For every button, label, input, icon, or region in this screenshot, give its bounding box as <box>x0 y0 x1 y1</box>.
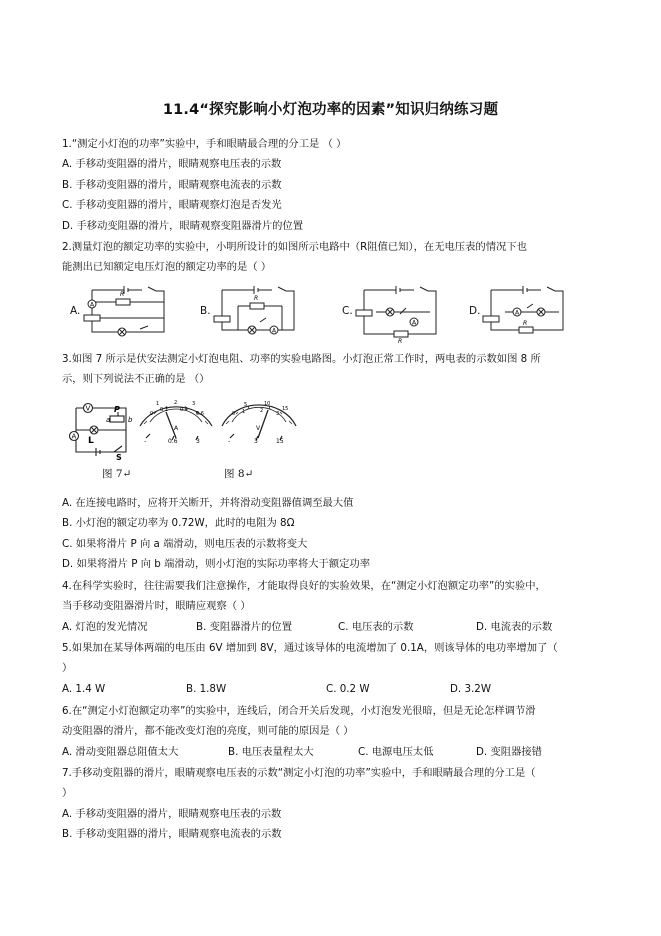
q2-label-d: D. <box>469 305 481 317</box>
voltmeter-terminal-3: 3 <box>254 438 258 444</box>
q6-stem-line2: 动变阻器的滑片，都不能改变灯泡的亮度，则可能的原因是（ ） <box>62 725 354 737</box>
ammeter-unit: A <box>174 425 179 432</box>
q3-option-d: D. 如果将滑片 P 向 b 端滑动，则小灯泡的实际功率将大于额定功率 <box>62 558 371 570</box>
end-a-symbol: a <box>106 416 111 424</box>
voltmeter-symbol: V <box>85 404 91 413</box>
voltmeter-unit: V <box>256 425 261 432</box>
q2-circuit-b <box>212 282 302 342</box>
resistor-symbol: R <box>120 291 125 298</box>
q2-circuit-c <box>354 282 444 344</box>
q6-stem-line1: 6.在“测定小灯泡额定功率”的实验中，连线后，闭合开关后发现，小灯泡发光很暗，但是无论怎样调节滑 <box>62 705 536 717</box>
q5-option-b: B. 1.8W <box>186 683 227 695</box>
ammeter-symbol-b: A <box>272 327 277 335</box>
q4-option-a: A. 灯泡的发光情况 <box>62 621 148 633</box>
ammeter-symbol: A <box>90 301 95 309</box>
switch-symbol: S <box>116 453 122 460</box>
ammeter-scale-1: 1 <box>156 401 160 407</box>
q2-stem-line2: 能测出已知额定电压灯泡的额定功率的是（ ） <box>62 261 272 273</box>
ammeter-scale-2: 2 <box>174 400 178 406</box>
voltmeter-scale-0: 0 <box>232 411 236 417</box>
figure-8-caption: 图 8↵ <box>224 468 254 480</box>
voltmeter-terminal-minus: - <box>228 438 231 444</box>
q6-options <box>62 745 582 759</box>
resistor-symbol-c: R <box>398 338 403 344</box>
q5-stem-line2: ） <box>62 662 73 674</box>
q1-option-a: A. 手移动变阻器的滑片，眼睛观察电压表的示数 <box>62 158 282 170</box>
resistor-symbol-b: R <box>254 295 259 302</box>
q3-option-c: C. 如果将滑片 P 向 a 端滑动，则电压表的示数将变大 <box>62 538 308 550</box>
q3-stem-line1: 3.如图 7 所示是伏安法测定小灯泡电阻、功率的实验电路图。小灯泡正常工作时，两电表的示数如图 8 所 <box>62 353 541 365</box>
ammeter-symbol-fig7: A <box>71 432 77 441</box>
q6-option-d: D. 变阻器接错 <box>476 746 542 758</box>
q2-circuit-d <box>481 282 571 342</box>
q5-options <box>62 682 582 696</box>
ammeter-scale-0-2: 0.2 <box>160 407 168 413</box>
ammeter-scale-3: 3 <box>192 401 196 407</box>
ammeter-terminal-minus: - <box>144 438 147 444</box>
q2-stem-line1: 2.测量灯泡的额定功率的实验中，小明所设计的如图所示电路中（R阻值已知），在无电压表的情况下也 <box>62 241 527 253</box>
q7-option-b: B. 手移动变阻器的滑片，眼睛观察电流表的示数 <box>62 828 282 840</box>
q5-option-d: D. 3.2W <box>450 683 492 695</box>
voltmeter-scale-1: 1 <box>242 409 246 415</box>
figure-7-caption: 图 7↵ <box>102 468 132 480</box>
figure-8-ammeter <box>136 400 216 444</box>
q7-stem-line2: ） <box>62 787 73 799</box>
voltmeter-terminal-15: 15 <box>276 438 284 444</box>
ammeter-scale-0-6: 0.6 <box>196 411 204 417</box>
q5-stem-line1: 5.如果加在某导体两端的电压由 6V 增加到 8V，通过该导体的电流增加了 0.1A，则该导体的电功率增加了（ <box>62 642 558 654</box>
page-title: 11.4“探究影响小灯泡功率的因素”知识归纳练习题 <box>162 102 499 118</box>
q4-option-c: C. 电压表的示数 <box>338 621 414 633</box>
voltmeter-scale-2: 2 <box>260 408 264 414</box>
q3-option-a: A. 在连接电路时，应将开关断开，并将滑动变阻器值调至最大值 <box>62 497 354 509</box>
q1-option-c: C. 手移动变阻器的滑片，眼睛观察灯泡是否发光 <box>62 199 282 211</box>
q4-stem-line2: 当手移动变阻器滑片时，眼睛应观察（ ） <box>62 600 251 612</box>
q1-option-b: B. 手移动变阻器的滑片，眼睛观察电流表的示数 <box>62 179 282 191</box>
q7-option-a: A. 手移动变阻器的滑片，眼睛观察电压表的示数 <box>62 808 282 820</box>
ammeter-scale-0-4: 0.4 <box>180 407 188 413</box>
ammeter-terminal-0-6: 0.6 <box>168 438 178 444</box>
q2-circuit-a <box>82 282 172 342</box>
ammeter-symbol-c: A <box>412 319 417 327</box>
q1-stem: 1.“测定小灯泡的功率”实验中，手和眼睛最合理的分工是 （ ） <box>62 138 347 150</box>
q3-option-b: B. 小灯泡的额定功率为 0.72W，此时的电阻为 8Ω <box>62 517 295 529</box>
figure-7-circuit <box>64 402 147 460</box>
resistor-symbol-d: R <box>523 320 528 327</box>
lamp-symbol: L <box>88 436 94 446</box>
q6-option-b: B. 电压表量程太大 <box>228 746 314 758</box>
q4-option-d: D. 电流表的示数 <box>476 621 553 633</box>
voltmeter-scale-3: 3 <box>276 411 280 417</box>
q4-options <box>62 620 582 634</box>
ammeter-symbol-d: A <box>515 309 520 317</box>
q4-option-b: B. 变阻器滑片的位置 <box>196 621 292 633</box>
q3-stem-line2: 示，则下列说法不正确的是 （） <box>62 373 210 385</box>
figure-8-voltmeter <box>218 400 300 444</box>
q2-label-b: B. <box>200 305 211 317</box>
slider-symbol: P <box>114 405 120 414</box>
voltmeter-scale-5: 5 <box>244 402 248 408</box>
q2-label-a: A. <box>70 305 81 317</box>
voltmeter-scale-10: 10 <box>264 401 271 407</box>
q2-label-c: C. <box>342 305 353 317</box>
ammeter-scale-0: 0 <box>150 411 154 417</box>
q6-option-c: C. 电源电压太低 <box>358 746 434 758</box>
q6-option-a: A. 滑动变阻器总阻值太大 <box>62 746 179 758</box>
q7-stem-line1: 7.手移动变阻器的滑片，眼睛观察电压表的示数“测定小灯泡的功率”实验中，手和眼睛最合理的分工是（ <box>62 767 536 779</box>
ammeter-terminal-3: 3 <box>196 438 200 444</box>
q5-option-c: C. 0.2 W <box>326 683 370 695</box>
q5-option-a: A. 1.4 W <box>62 683 106 695</box>
voltmeter-scale-15: 15 <box>282 406 289 412</box>
q4-stem-line1: 4.在科学实验时，往往需要我们注意操作，才能取得良好的实验效果，在“测定小灯泡额定功率”的实验中， <box>62 580 546 592</box>
end-b-symbol: b <box>128 416 133 424</box>
q1-option-d: D. 手移动变阻器的滑片，眼睛观察变阻器滑片的位置 <box>62 220 304 232</box>
